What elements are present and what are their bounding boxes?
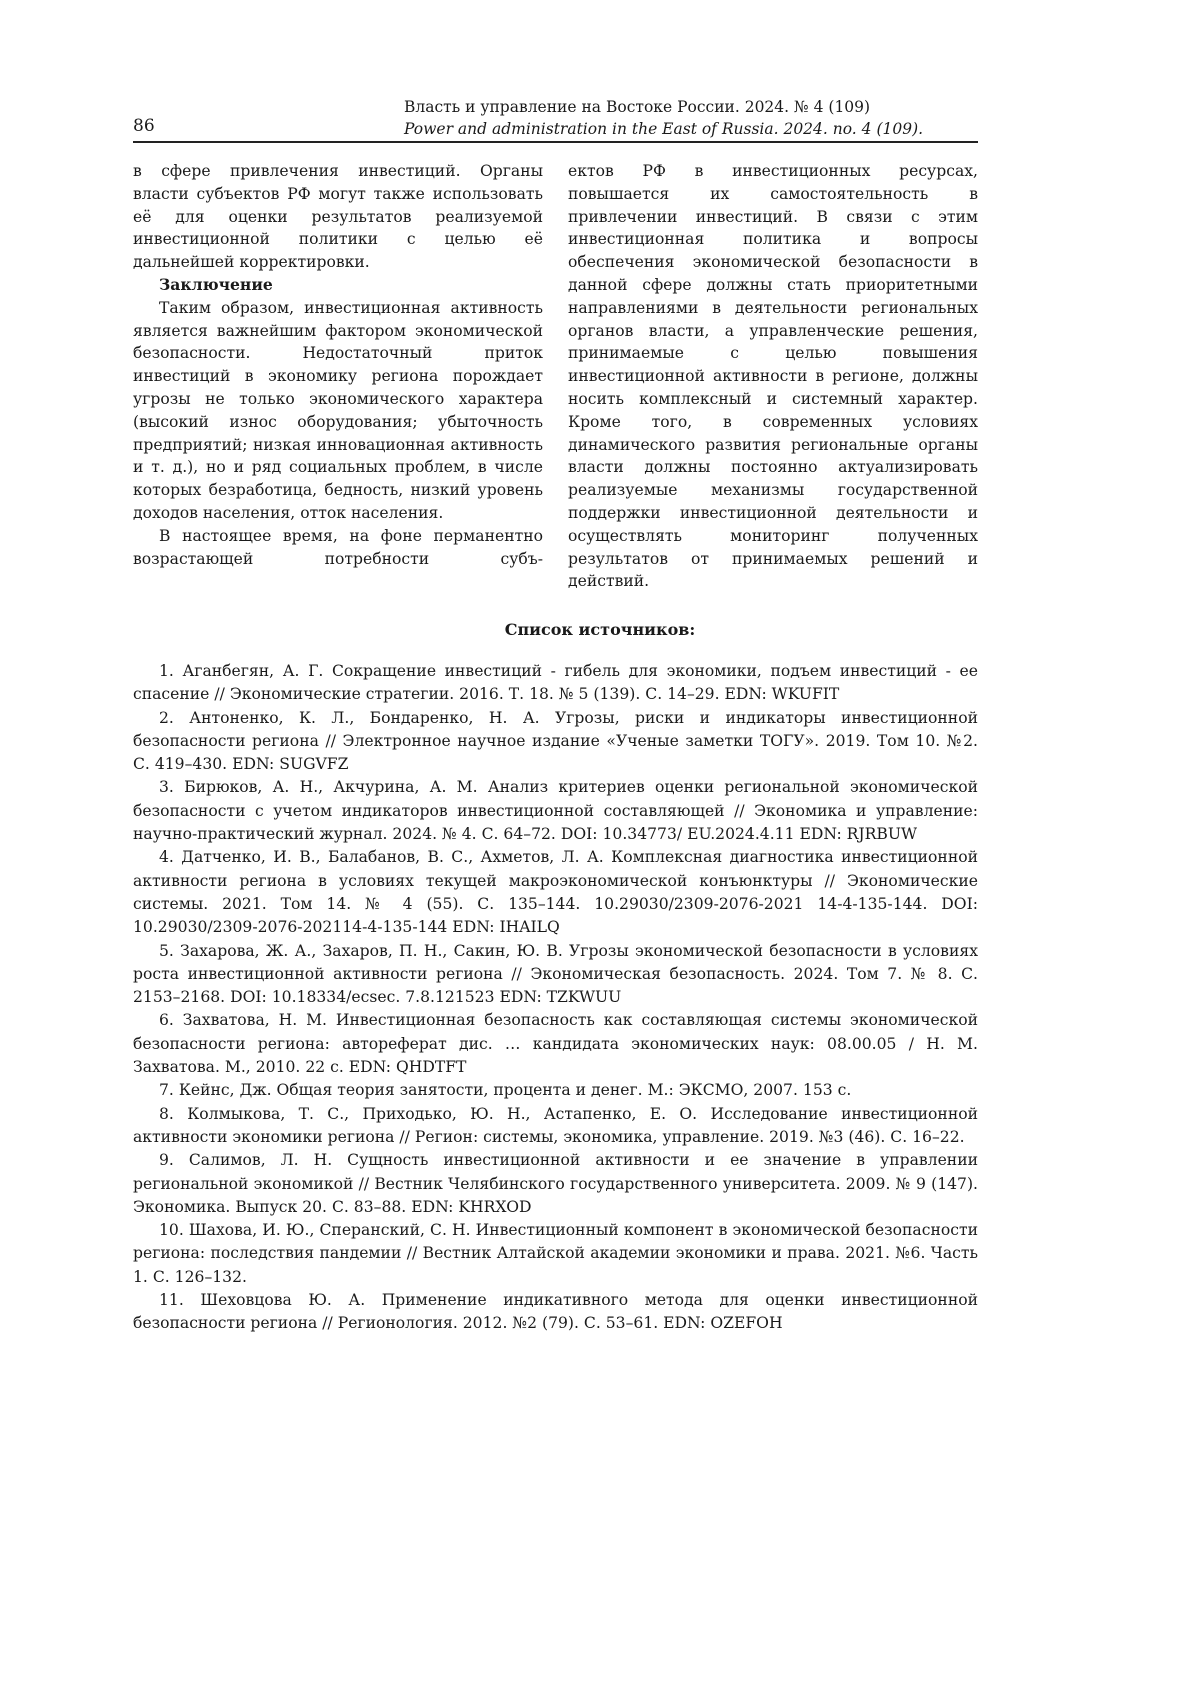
- left-column: [133, 160, 543, 570]
- reference-item: 4. Датченко, И. В., Балабанов, В. С., Ахметов, Л. А. Комплексная диагностика инвестиционной активности региона в условиях текущей макроэкономической конъюнктуры // Экономические системы. 2021. Том 14. № 4 (55). С. 135–144. 10.29030/2309-2076-2021 14-4-135-144. DOI: 10.29030/2309-2076-202114-4-135-144 EDN: IHAILQ: [133, 846, 978, 939]
- page-number: 86: [133, 116, 155, 136]
- reference-item: 1. Аганбегян, А. Г. Сокращение инвестиций - гибель для экономики, подъем инвестиций - ее спасение // Экономические стратегии. 2016. Т. 18. № 5 (139). С. 14–29. EDN: WKUFIT: [133, 660, 978, 707]
- header-rule: [133, 141, 978, 143]
- running-header: [404, 96, 978, 140]
- reference-item: 11. Шеховцова Ю. А. Применение индикативного метода для оценки инвестиционной безопасности региона // Регионология. 2012. №2 (79). С. 53–61. EDN: OZEFOH: [133, 1289, 978, 1336]
- reference-item: 9. Салимов, Л. Н. Сущность инвестиционной активности и ее значение в управлении региональной экономикой // Вестник Челябинского государственного университета. 2009. № 9 (147). Экономика. Выпуск 20. С. 83–88. EDN: KHRXOD: [133, 1149, 978, 1219]
- right-column: [568, 160, 978, 593]
- reference-item: 10. Шахова, И. Ю., Сперанский, С. Н. Инвестиционный компонент в экономической безопасности региона: последствия пандемии // Вестник Алтайской академии экономики и права. 2021. №6. Часть 1. С. 126–132.: [133, 1219, 978, 1289]
- references-title: Список источников:: [0, 620, 1200, 639]
- body-paragraph: В настоящее время, на фоне перманентно возрастающей потребности субъ-: [133, 525, 543, 571]
- journal-title-ru: Власть и управление на Востоке России. 2024. № 4 (109): [404, 96, 978, 118]
- reference-item: 2. Антоненко, К. Л., Бондаренко, Н. А. Угрозы, риски и индикаторы инвестиционной безопасности региона // Электронное научное издание «Ученые заметки ТОГУ». 2019. Том 10. №2. С. 419–430. EDN: SUGVFZ: [133, 707, 978, 777]
- body-paragraph: ектов РФ в инвестиционных ресурсах, повышается их самостоятельность в привлечении инвестиций. В связи с этим инвестиционная политика и вопросы обеспечения экономической безопасности в данной сфере должны стать приоритетными направлениями в деятельности региональных органов власти, а управленческие решения, принимаемые с целью повышения инвестиционной активности в регионе, должны носить комплексный и системный характер. Кроме того, в современных условиях динамического развития региональные органы власти должны постоянно актуализировать реализуемые механизмы государственной поддержки инвестиционной деятельности и осуществлять мониторинг полученных результатов от принимаемых решений и действий.: [568, 160, 978, 593]
- journal-title-en: Power and administration in the East of Russia. 2024. no. 4 (109).: [404, 118, 978, 140]
- reference-item: 7. Кейнс, Дж. Общая теория занятости, процента и денег. М.: ЭКСМО, 2007. 153 с.: [133, 1079, 978, 1102]
- reference-item: 6. Захватова, Н. М. Инвестиционная безопасность как составляющая системы экономической безопасности региона: автореферат дис. … кандидата экономических наук: 08.00.05 / Н. М. Захватова. М., 2010. 22 с. EDN: QHDTFT: [133, 1009, 978, 1079]
- reference-item: 5. Захарова, Ж. А., Захаров, П. Н., Сакин, Ю. В. Угрозы экономической безопасности в условиях роста инвестиционной активности региона // Экономическая безопасность. 2024. Том 7. № 8. С. 2153–2168. DOI: 10.18334/ecsec. 7.8.121523 EDN: TZKWUU: [133, 940, 978, 1010]
- section-heading-conclusion: Заключение: [133, 274, 543, 297]
- reference-item: 3. Бирюков, А. Н., Акчурина, А. М. Анализ критериев оценки региональной экономической безопасности с учетом индикаторов инвестиционной составляющей // Экономика и управление: научно-практический журнал. 2024. № 4. С. 64–72. DOI: 10.34773/ EU.2024.4.11 EDN: RJRBUW: [133, 776, 978, 846]
- body-paragraph: в сфере привлечения инвестиций. Органы власти субъектов РФ могут также использовать её для оценки результатов реализуемой инвестиционной политики с целью её дальнейшей корректировки.: [133, 160, 543, 274]
- reference-item: 8. Колмыкова, Т. С., Приходько, Ю. Н., Астапенко, Е. О. Исследование инвестиционной активности экономики региона // Регион: системы, экономика, управление. 2019. №3 (46). С. 16–22.: [133, 1103, 978, 1150]
- references-list: [133, 660, 978, 1336]
- body-paragraph: Таким образом, инвестиционная активность является важнейшим фактором экономической безопасности. Недостаточный приток инвестиций в экономику региона порождает угрозы не только экономического характера (высокий износ оборудования; убыточность предприятий; низкая инновационная активность и т. д.), но и ряд социальных проблем, в числе которых безработица, бедность, низкий уровень доходов населения, отток населения.: [133, 297, 543, 525]
